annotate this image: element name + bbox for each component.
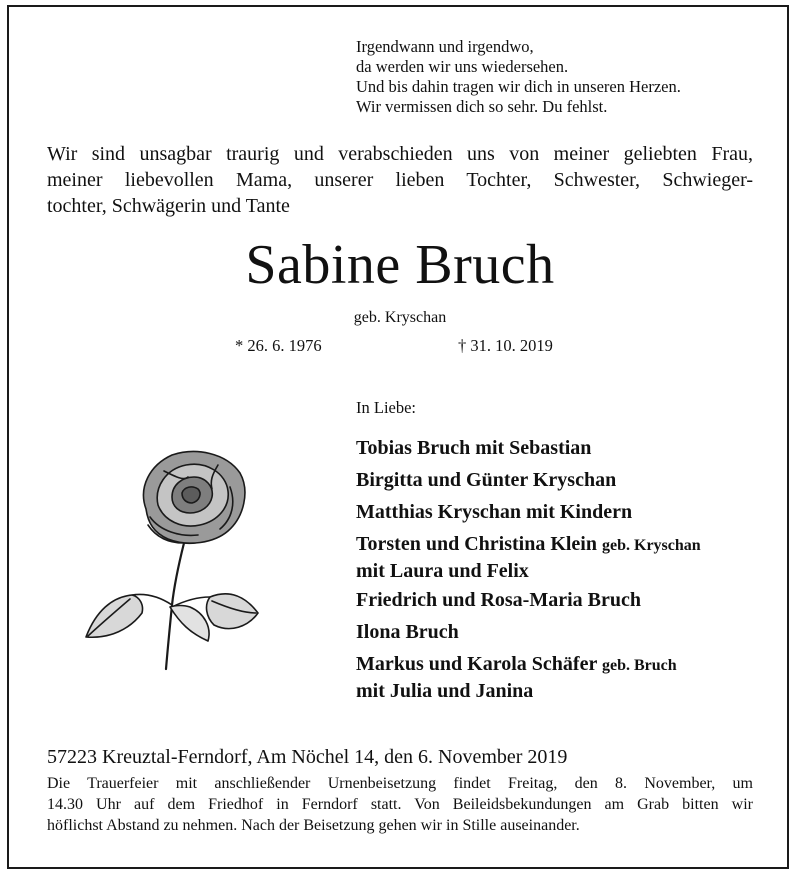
mourners-heading: In Liebe: <box>356 398 417 417</box>
intro-line: meiner liebevollen Mama, unserer lieben Tochter, Schwester, Schwieger- <box>47 169 753 191</box>
poem-line: Wir vermissen dich so sehr. Du fehlst. <box>356 97 608 116</box>
rose-icon <box>80 447 280 672</box>
funeral-notice <box>47 773 753 836</box>
notice-line: 14.30 Uhr auf dem Friedhof in Ferndorf statt. Von Beileidsbekundungen am Grab bitten wir <box>47 796 753 813</box>
mourner-continuation: mit Laura und Felix <box>356 560 529 582</box>
mourner-name: Torsten und Christina Klein <box>356 533 597 555</box>
mourner-maiden-name: geb. Kryschan <box>602 537 701 554</box>
mourner-maiden-name: geb. Bruch <box>601 657 677 674</box>
birth-date: * 26. 6. 1976 <box>235 336 322 355</box>
poem-line: Und bis dahin tragen wir dich in unseren Herzen. <box>356 77 681 96</box>
mourner-name: Ilona Bruch <box>356 621 459 643</box>
mourner-name: Markus und Karola Schäfer <box>356 653 597 675</box>
mourner-entry <box>356 464 701 496</box>
mourner-entry <box>356 584 701 616</box>
mourner-entry <box>356 616 701 648</box>
maiden-name: geb. Kryschan <box>353 309 447 326</box>
intro-text <box>47 141 753 219</box>
mourner-name: Friedrich und Rosa-Maria Bruch <box>356 589 641 611</box>
intro-line: Wir sind unsagbar traurig und verabschieden uns von meiner geliebten Frau, <box>47 143 753 165</box>
mourner-name: Matthias Kryschan mit Kindern <box>356 501 633 523</box>
address-line: 57223 Kreuztal-Ferndorf, Am Nöchel 14, den 6. November 2019 <box>47 746 568 768</box>
mourner-entry <box>356 496 701 528</box>
mourner-entry <box>356 432 701 464</box>
notice-line: Die Trauerfeier mit anschließender Urnenbeisetzung findet Freitag, den 8. November, um <box>47 775 753 792</box>
notice-line: höflichst Abstand zu nehmen. Nach der Beisetzung gehen wir in Stille auseinander. <box>47 817 580 834</box>
poem-line: da werden wir uns wiedersehen. <box>356 57 569 76</box>
death-date: † 31. 10. 2019 <box>458 336 553 355</box>
mourners-list <box>356 432 701 704</box>
mourner-entry <box>356 528 701 584</box>
mourner-name: Birgitta und Günter Kryschan <box>356 469 617 491</box>
poem <box>356 37 681 117</box>
poem-line: Irgendwann und irgendwo, <box>356 37 534 56</box>
intro-line: tochter, Schwägerin und Tante <box>47 195 290 217</box>
deceased-name: Sabine Bruch <box>245 234 555 296</box>
mourner-continuation: mit Julia und Janina <box>356 680 534 702</box>
mourner-entry <box>356 648 701 704</box>
mourner-name: Tobias Bruch mit Sebastian <box>356 437 592 459</box>
